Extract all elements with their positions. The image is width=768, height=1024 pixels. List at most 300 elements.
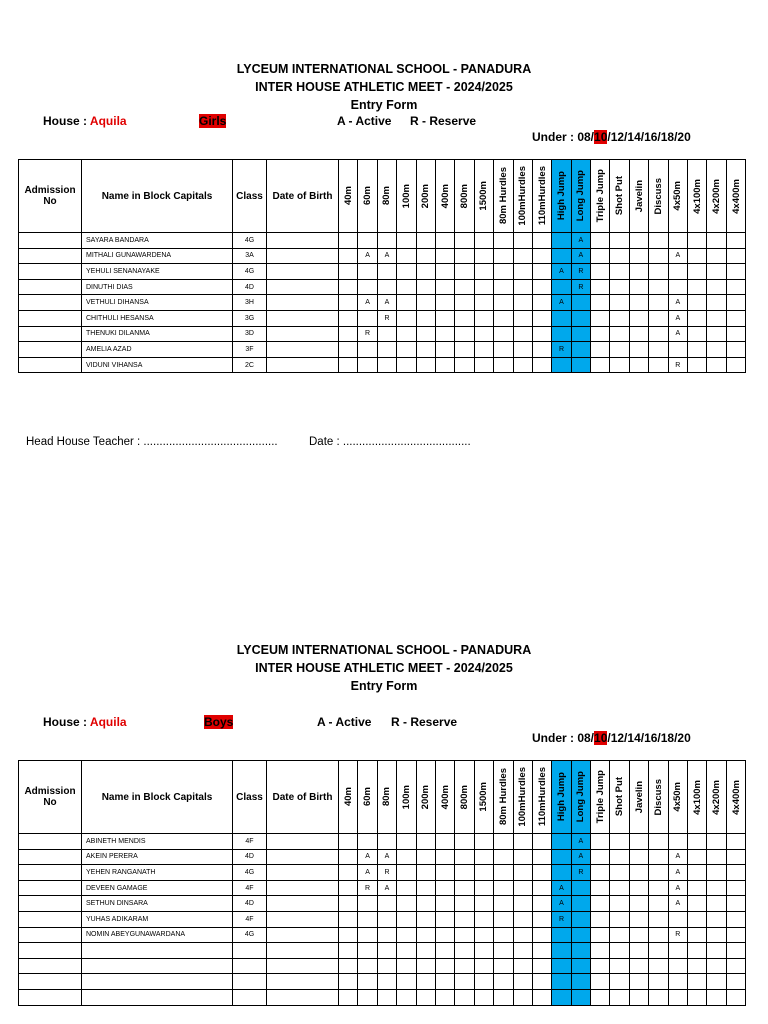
admission-cell[interactable]: [19, 989, 82, 1005]
mark-cell-triple-jump[interactable]: [591, 911, 610, 927]
mark-cell-4x100m[interactable]: [688, 974, 707, 990]
mark-cell-800m[interactable]: [455, 233, 474, 249]
mark-cell-high-jump[interactable]: A: [552, 295, 571, 311]
class-cell[interactable]: 4D: [233, 896, 267, 912]
mark-cell-800m[interactable]: [455, 248, 474, 264]
mark-cell-80m-hurdles[interactable]: [494, 326, 513, 342]
mark-cell-800m[interactable]: [455, 264, 474, 280]
mark-cell-800m[interactable]: [455, 279, 474, 295]
mark-cell-4x100m[interactable]: [688, 911, 707, 927]
mark-cell-100m[interactable]: [397, 834, 416, 850]
mark-cell-shot-put[interactable]: [610, 342, 629, 358]
mark-cell-40m[interactable]: [339, 989, 358, 1005]
name-cell[interactable]: YEHULI SENANAYAKE: [82, 264, 233, 280]
mark-cell-triple-jump[interactable]: [591, 279, 610, 295]
mark-cell-100m-hurdles[interactable]: [513, 989, 532, 1005]
mark-cell-80m[interactable]: [377, 989, 396, 1005]
mark-cell-4x200m[interactable]: [707, 849, 726, 865]
mark-cell-80m-hurdles[interactable]: [494, 295, 513, 311]
mark-cell-javelin[interactable]: [629, 896, 648, 912]
mark-cell-javelin[interactable]: [629, 943, 648, 959]
mark-cell-high-jump[interactable]: [552, 248, 571, 264]
mark-cell-high-jump[interactable]: A: [552, 880, 571, 896]
mark-cell-800m[interactable]: [455, 989, 474, 1005]
mark-cell-javelin[interactable]: [629, 849, 648, 865]
mark-cell-shot-put[interactable]: [610, 927, 629, 943]
mark-cell-1500m[interactable]: [474, 295, 493, 311]
mark-cell-high-jump[interactable]: [552, 233, 571, 249]
mark-cell-4x100m[interactable]: [688, 943, 707, 959]
mark-cell-javelin[interactable]: [629, 989, 648, 1005]
mark-cell-80m[interactable]: [377, 233, 396, 249]
mark-cell-110m-hurdles[interactable]: [532, 943, 551, 959]
admission-cell[interactable]: [19, 295, 82, 311]
mark-cell-shot-put[interactable]: [610, 989, 629, 1005]
mark-cell-4x200m[interactable]: [707, 943, 726, 959]
mark-cell-4x100m[interactable]: [688, 989, 707, 1005]
name-cell[interactable]: YEHEN RANGANATH: [82, 865, 233, 881]
mark-cell-4x400m[interactable]: [726, 958, 745, 974]
mark-cell-4x200m[interactable]: [707, 911, 726, 927]
mark-cell-4x400m[interactable]: [726, 943, 745, 959]
mark-cell-80m-hurdles[interactable]: [494, 865, 513, 881]
class-cell[interactable]: 3D: [233, 326, 267, 342]
mark-cell-80m[interactable]: [377, 974, 396, 990]
dob-cell[interactable]: [267, 264, 339, 280]
mark-cell-4x100m[interactable]: [688, 233, 707, 249]
mark-cell-110m-hurdles[interactable]: [532, 911, 551, 927]
dob-cell[interactable]: [267, 958, 339, 974]
mark-cell-triple-jump[interactable]: [591, 943, 610, 959]
mark-cell-discuss[interactable]: [649, 357, 668, 373]
mark-cell-400m[interactable]: [435, 310, 454, 326]
admission-cell[interactable]: [19, 958, 82, 974]
dob-cell[interactable]: [267, 342, 339, 358]
mark-cell-100m-hurdles[interactable]: [513, 958, 532, 974]
mark-cell-40m[interactable]: [339, 911, 358, 927]
mark-cell-high-jump[interactable]: A: [552, 264, 571, 280]
mark-cell-200m[interactable]: [416, 295, 435, 311]
mark-cell-4x50m[interactable]: A: [668, 310, 687, 326]
mark-cell-long-jump[interactable]: [571, 974, 590, 990]
class-cell[interactable]: [233, 974, 267, 990]
name-cell[interactable]: NOMIN ABEYGUNAWARDANA: [82, 927, 233, 943]
mark-cell-200m[interactable]: [416, 989, 435, 1005]
mark-cell-100m[interactable]: [397, 310, 416, 326]
admission-cell[interactable]: [19, 943, 82, 959]
mark-cell-60m[interactable]: R: [358, 326, 377, 342]
mark-cell-80m-hurdles[interactable]: [494, 357, 513, 373]
mark-cell-triple-jump[interactable]: [591, 896, 610, 912]
mark-cell-1500m[interactable]: [474, 357, 493, 373]
mark-cell-200m[interactable]: [416, 357, 435, 373]
dob-cell[interactable]: [267, 279, 339, 295]
dob-cell[interactable]: [267, 989, 339, 1005]
name-cell[interactable]: DINUTHI DIAS: [82, 279, 233, 295]
dob-cell[interactable]: [267, 310, 339, 326]
admission-cell[interactable]: [19, 264, 82, 280]
mark-cell-triple-jump[interactable]: [591, 927, 610, 943]
mark-cell-4x400m[interactable]: [726, 927, 745, 943]
admission-cell[interactable]: [19, 233, 82, 249]
mark-cell-4x50m[interactable]: A: [668, 849, 687, 865]
mark-cell-long-jump[interactable]: [571, 310, 590, 326]
mark-cell-shot-put[interactable]: [610, 896, 629, 912]
mark-cell-100m[interactable]: [397, 974, 416, 990]
mark-cell-800m[interactable]: [455, 958, 474, 974]
mark-cell-long-jump[interactable]: [571, 880, 590, 896]
mark-cell-4x200m[interactable]: [707, 342, 726, 358]
mark-cell-100m-hurdles[interactable]: [513, 849, 532, 865]
dob-cell[interactable]: [267, 295, 339, 311]
mark-cell-80m-hurdles[interactable]: [494, 896, 513, 912]
mark-cell-110m-hurdles[interactable]: [532, 279, 551, 295]
mark-cell-100m[interactable]: [397, 943, 416, 959]
mark-cell-200m[interactable]: [416, 342, 435, 358]
mark-cell-javelin[interactable]: [629, 233, 648, 249]
dob-cell[interactable]: [267, 248, 339, 264]
mark-cell-high-jump[interactable]: A: [552, 896, 571, 912]
mark-cell-4x400m[interactable]: [726, 248, 745, 264]
mark-cell-40m[interactable]: [339, 357, 358, 373]
mark-cell-4x200m[interactable]: [707, 834, 726, 850]
mark-cell-100m-hurdles[interactable]: [513, 880, 532, 896]
mark-cell-800m[interactable]: [455, 865, 474, 881]
class-cell[interactable]: 4D: [233, 849, 267, 865]
mark-cell-800m[interactable]: [455, 326, 474, 342]
mark-cell-4x100m[interactable]: [688, 834, 707, 850]
mark-cell-110m-hurdles[interactable]: [532, 974, 551, 990]
mark-cell-60m[interactable]: [358, 896, 377, 912]
class-cell[interactable]: [233, 989, 267, 1005]
mark-cell-200m[interactable]: [416, 865, 435, 881]
mark-cell-400m[interactable]: [435, 989, 454, 1005]
mark-cell-high-jump[interactable]: [552, 927, 571, 943]
mark-cell-400m[interactable]: [435, 295, 454, 311]
class-cell[interactable]: 4F: [233, 834, 267, 850]
mark-cell-triple-jump[interactable]: [591, 326, 610, 342]
mark-cell-400m[interactable]: [435, 911, 454, 927]
mark-cell-4x200m[interactable]: [707, 880, 726, 896]
mark-cell-high-jump[interactable]: [552, 834, 571, 850]
mark-cell-60m[interactable]: [358, 834, 377, 850]
mark-cell-shot-put[interactable]: [610, 880, 629, 896]
mark-cell-4x400m[interactable]: [726, 342, 745, 358]
mark-cell-800m[interactable]: [455, 849, 474, 865]
mark-cell-400m[interactable]: [435, 849, 454, 865]
mark-cell-4x400m[interactable]: [726, 896, 745, 912]
mark-cell-4x50m[interactable]: [668, 279, 687, 295]
mark-cell-4x400m[interactable]: [726, 310, 745, 326]
mark-cell-high-jump[interactable]: [552, 310, 571, 326]
mark-cell-4x200m[interactable]: [707, 989, 726, 1005]
mark-cell-4x400m[interactable]: [726, 264, 745, 280]
mark-cell-40m[interactable]: [339, 943, 358, 959]
mark-cell-discuss[interactable]: [649, 943, 668, 959]
name-cell[interactable]: CHITHULI HESANSA: [82, 310, 233, 326]
mark-cell-800m[interactable]: [455, 896, 474, 912]
mark-cell-40m[interactable]: [339, 834, 358, 850]
admission-cell[interactable]: [19, 849, 82, 865]
mark-cell-triple-jump[interactable]: [591, 248, 610, 264]
mark-cell-1500m[interactable]: [474, 911, 493, 927]
mark-cell-80m[interactable]: [377, 357, 396, 373]
mark-cell-long-jump[interactable]: A: [571, 233, 590, 249]
dob-cell[interactable]: [267, 865, 339, 881]
mark-cell-1500m[interactable]: [474, 927, 493, 943]
mark-cell-shot-put[interactable]: [610, 326, 629, 342]
mark-cell-1500m[interactable]: [474, 264, 493, 280]
mark-cell-discuss[interactable]: [649, 248, 668, 264]
mark-cell-40m[interactable]: [339, 279, 358, 295]
mark-cell-400m[interactable]: [435, 248, 454, 264]
mark-cell-80m[interactable]: [377, 943, 396, 959]
mark-cell-80m-hurdles[interactable]: [494, 880, 513, 896]
mark-cell-4x400m[interactable]: [726, 974, 745, 990]
mark-cell-60m[interactable]: A: [358, 248, 377, 264]
admission-cell[interactable]: [19, 279, 82, 295]
mark-cell-100m-hurdles[interactable]: [513, 342, 532, 358]
mark-cell-shot-put[interactable]: [610, 958, 629, 974]
mark-cell-80m-hurdles[interactable]: [494, 911, 513, 927]
mark-cell-80m[interactable]: [377, 279, 396, 295]
mark-cell-4x50m[interactable]: [668, 264, 687, 280]
mark-cell-4x400m[interactable]: [726, 326, 745, 342]
mark-cell-110m-hurdles[interactable]: [532, 927, 551, 943]
mark-cell-shot-put[interactable]: [610, 834, 629, 850]
mark-cell-triple-jump[interactable]: [591, 849, 610, 865]
class-cell[interactable]: 4F: [233, 911, 267, 927]
mark-cell-60m[interactable]: [358, 357, 377, 373]
mark-cell-4x100m[interactable]: [688, 295, 707, 311]
mark-cell-80m-hurdles[interactable]: [494, 264, 513, 280]
mark-cell-high-jump[interactable]: [552, 943, 571, 959]
mark-cell-javelin[interactable]: [629, 974, 648, 990]
mark-cell-discuss[interactable]: [649, 865, 668, 881]
mark-cell-javelin[interactable]: [629, 248, 648, 264]
mark-cell-400m[interactable]: [435, 233, 454, 249]
mark-cell-40m[interactable]: [339, 880, 358, 896]
mark-cell-4x50m[interactable]: [668, 943, 687, 959]
mark-cell-40m[interactable]: [339, 295, 358, 311]
mark-cell-100m[interactable]: [397, 958, 416, 974]
mark-cell-4x400m[interactable]: [726, 880, 745, 896]
name-cell[interactable]: DEVEEN GAMAGE: [82, 880, 233, 896]
mark-cell-1500m[interactable]: [474, 974, 493, 990]
mark-cell-100m-hurdles[interactable]: [513, 834, 532, 850]
mark-cell-long-jump[interactable]: R: [571, 865, 590, 881]
dob-cell[interactable]: [267, 326, 339, 342]
mark-cell-60m[interactable]: [358, 943, 377, 959]
mark-cell-60m[interactable]: A: [358, 849, 377, 865]
mark-cell-4x200m[interactable]: [707, 310, 726, 326]
mark-cell-4x100m[interactable]: [688, 865, 707, 881]
mark-cell-80m-hurdles[interactable]: [494, 342, 513, 358]
class-cell[interactable]: 3G: [233, 310, 267, 326]
mark-cell-high-jump[interactable]: [552, 849, 571, 865]
mark-cell-100m-hurdles[interactable]: [513, 279, 532, 295]
mark-cell-long-jump[interactable]: [571, 958, 590, 974]
mark-cell-110m-hurdles[interactable]: [532, 958, 551, 974]
mark-cell-100m-hurdles[interactable]: [513, 310, 532, 326]
mark-cell-high-jump[interactable]: [552, 326, 571, 342]
mark-cell-long-jump[interactable]: [571, 326, 590, 342]
mark-cell-60m[interactable]: [358, 989, 377, 1005]
mark-cell-discuss[interactable]: [649, 896, 668, 912]
admission-cell[interactable]: [19, 248, 82, 264]
mark-cell-80m-hurdles[interactable]: [494, 958, 513, 974]
mark-cell-4x200m[interactable]: [707, 958, 726, 974]
class-cell[interactable]: 3H: [233, 295, 267, 311]
name-cell[interactable]: [82, 943, 233, 959]
mark-cell-80m-hurdles[interactable]: [494, 849, 513, 865]
mark-cell-110m-hurdles[interactable]: [532, 342, 551, 358]
mark-cell-4x100m[interactable]: [688, 958, 707, 974]
admission-cell[interactable]: [19, 865, 82, 881]
mark-cell-40m[interactable]: [339, 974, 358, 990]
dob-cell[interactable]: [267, 880, 339, 896]
mark-cell-1500m[interactable]: [474, 310, 493, 326]
mark-cell-80m[interactable]: A: [377, 248, 396, 264]
mark-cell-4x50m[interactable]: A: [668, 326, 687, 342]
mark-cell-80m-hurdles[interactable]: [494, 279, 513, 295]
mark-cell-4x200m[interactable]: [707, 248, 726, 264]
mark-cell-long-jump[interactable]: [571, 989, 590, 1005]
mark-cell-200m[interactable]: [416, 896, 435, 912]
class-cell[interactable]: 4D: [233, 279, 267, 295]
name-cell[interactable]: [82, 958, 233, 974]
mark-cell-80m[interactable]: R: [377, 310, 396, 326]
admission-cell[interactable]: [19, 342, 82, 358]
mark-cell-100m-hurdles[interactable]: [513, 295, 532, 311]
mark-cell-60m[interactable]: A: [358, 865, 377, 881]
mark-cell-4x100m[interactable]: [688, 326, 707, 342]
dob-cell[interactable]: [267, 357, 339, 373]
mark-cell-100m[interactable]: [397, 896, 416, 912]
mark-cell-discuss[interactable]: [649, 911, 668, 927]
mark-cell-4x100m[interactable]: [688, 248, 707, 264]
mark-cell-800m[interactable]: [455, 943, 474, 959]
mark-cell-1500m[interactable]: [474, 896, 493, 912]
mark-cell-400m[interactable]: [435, 880, 454, 896]
name-cell[interactable]: MITHALI GUNAWARDENA: [82, 248, 233, 264]
mark-cell-high-jump[interactable]: [552, 958, 571, 974]
mark-cell-shot-put[interactable]: [610, 310, 629, 326]
mark-cell-long-jump[interactable]: [571, 927, 590, 943]
class-cell[interactable]: 4G: [233, 865, 267, 881]
mark-cell-80m-hurdles[interactable]: [494, 974, 513, 990]
mark-cell-javelin[interactable]: [629, 958, 648, 974]
name-cell[interactable]: THENUKI DILANMA: [82, 326, 233, 342]
mark-cell-high-jump[interactable]: [552, 865, 571, 881]
name-cell[interactable]: ABINETH MENDIS: [82, 834, 233, 850]
mark-cell-100m[interactable]: [397, 849, 416, 865]
mark-cell-discuss[interactable]: [649, 264, 668, 280]
mark-cell-long-jump[interactable]: R: [571, 279, 590, 295]
mark-cell-javelin[interactable]: [629, 911, 648, 927]
mark-cell-discuss[interactable]: [649, 233, 668, 249]
mark-cell-javelin[interactable]: [629, 295, 648, 311]
mark-cell-100m-hurdles[interactable]: [513, 974, 532, 990]
mark-cell-shot-put[interactable]: [610, 865, 629, 881]
dob-cell[interactable]: [267, 974, 339, 990]
mark-cell-triple-jump[interactable]: [591, 880, 610, 896]
mark-cell-high-jump[interactable]: [552, 279, 571, 295]
mark-cell-4x50m[interactable]: A: [668, 880, 687, 896]
mark-cell-shot-put[interactable]: [610, 849, 629, 865]
mark-cell-800m[interactable]: [455, 834, 474, 850]
mark-cell-110m-hurdles[interactable]: [532, 326, 551, 342]
mark-cell-200m[interactable]: [416, 911, 435, 927]
mark-cell-400m[interactable]: [435, 943, 454, 959]
mark-cell-1500m[interactable]: [474, 849, 493, 865]
mark-cell-110m-hurdles[interactable]: [532, 357, 551, 373]
mark-cell-4x50m[interactable]: R: [668, 357, 687, 373]
admission-cell[interactable]: [19, 880, 82, 896]
name-cell[interactable]: YUHAS ADIKARAM: [82, 911, 233, 927]
mark-cell-100m-hurdles[interactable]: [513, 357, 532, 373]
mark-cell-200m[interactable]: [416, 834, 435, 850]
admission-cell[interactable]: [19, 911, 82, 927]
name-cell[interactable]: SETHUN DINSARA: [82, 896, 233, 912]
dob-cell[interactable]: [267, 233, 339, 249]
mark-cell-40m[interactable]: [339, 927, 358, 943]
mark-cell-triple-jump[interactable]: [591, 295, 610, 311]
mark-cell-200m[interactable]: [416, 958, 435, 974]
mark-cell-4x50m[interactable]: A: [668, 248, 687, 264]
mark-cell-80m[interactable]: A: [377, 295, 396, 311]
mark-cell-60m[interactable]: [358, 342, 377, 358]
mark-cell-4x200m[interactable]: [707, 896, 726, 912]
mark-cell-long-jump[interactable]: A: [571, 849, 590, 865]
name-cell[interactable]: SAYARA BANDARA: [82, 233, 233, 249]
name-cell[interactable]: VETHULI DIHANSA: [82, 295, 233, 311]
dob-cell[interactable]: [267, 911, 339, 927]
mark-cell-100m-hurdles[interactable]: [513, 865, 532, 881]
mark-cell-4x200m[interactable]: [707, 233, 726, 249]
mark-cell-long-jump[interactable]: R: [571, 264, 590, 280]
mark-cell-discuss[interactable]: [649, 342, 668, 358]
mark-cell-40m[interactable]: [339, 264, 358, 280]
mark-cell-high-jump[interactable]: R: [552, 911, 571, 927]
mark-cell-800m[interactable]: [455, 357, 474, 373]
mark-cell-4x50m[interactable]: A: [668, 896, 687, 912]
admission-cell[interactable]: [19, 896, 82, 912]
mark-cell-110m-hurdles[interactable]: [532, 248, 551, 264]
mark-cell-1500m[interactable]: [474, 958, 493, 974]
mark-cell-80m[interactable]: [377, 326, 396, 342]
mark-cell-javelin[interactable]: [629, 264, 648, 280]
mark-cell-80m[interactable]: A: [377, 849, 396, 865]
mark-cell-800m[interactable]: [455, 911, 474, 927]
mark-cell-triple-jump[interactable]: [591, 310, 610, 326]
mark-cell-javelin[interactable]: [629, 880, 648, 896]
mark-cell-4x400m[interactable]: [726, 233, 745, 249]
mark-cell-100m[interactable]: [397, 989, 416, 1005]
mark-cell-100m-hurdles[interactable]: [513, 248, 532, 264]
mark-cell-1500m[interactable]: [474, 233, 493, 249]
mark-cell-60m[interactable]: [358, 233, 377, 249]
admission-cell[interactable]: [19, 834, 82, 850]
mark-cell-100m-hurdles[interactable]: [513, 326, 532, 342]
dob-cell[interactable]: [267, 927, 339, 943]
mark-cell-400m[interactable]: [435, 958, 454, 974]
mark-cell-4x400m[interactable]: [726, 295, 745, 311]
mark-cell-4x50m[interactable]: A: [668, 295, 687, 311]
admission-cell[interactable]: [19, 326, 82, 342]
mark-cell-4x50m[interactable]: [668, 233, 687, 249]
mark-cell-4x400m[interactable]: [726, 357, 745, 373]
